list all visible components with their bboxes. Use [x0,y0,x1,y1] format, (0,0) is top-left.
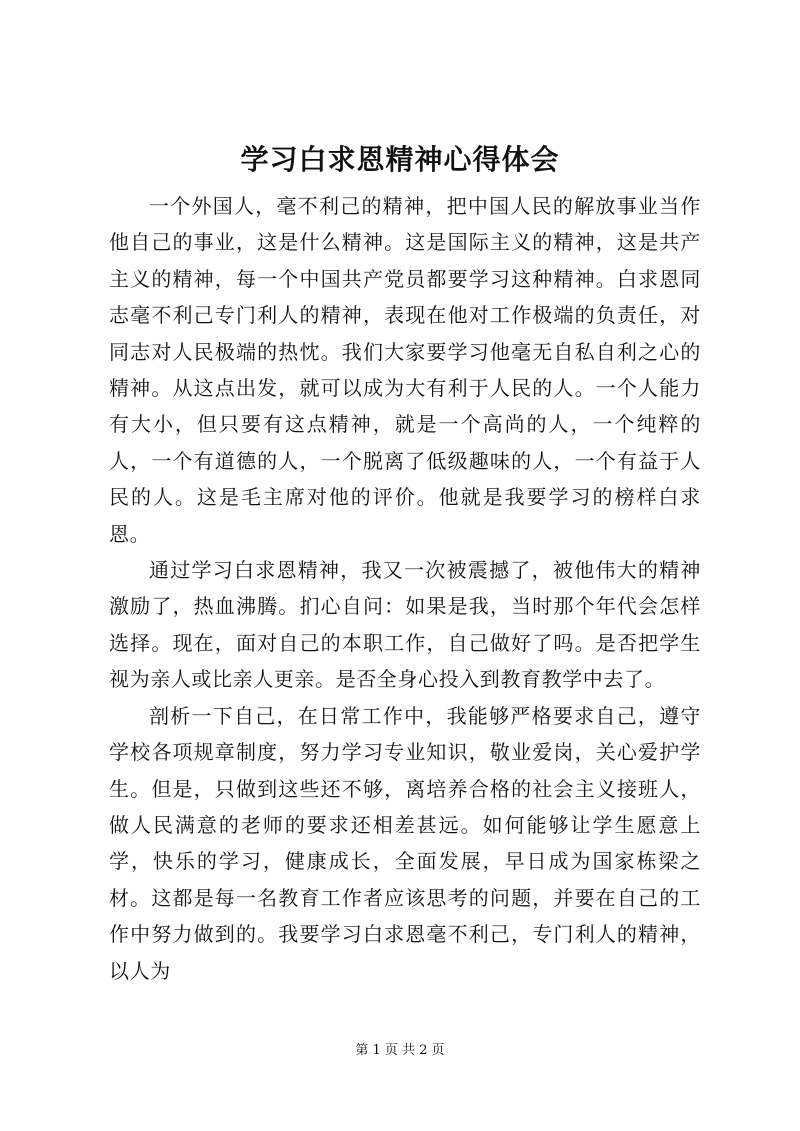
document-title: 学习白求恩精神心得体会 [240,143,560,176]
document-body [109,188,701,989]
paragraph-1: 一个外国人，毫不利己的精神，把中国人民的解放事业当作他自己的事业，这是什么精神。这是国际主义的精神，这是共产主义的精神，每一个中国共产党员都要学习这种精神。白求恩同志毫不利己专门利人的精神，表现在他对工作极端的负责任，对同志对人民极端的热忱。我们大家要学习他毫无自私自利之心的精神。从这点出发，就可以成为大有利于人民的人。一个人能力有大小，但只要有这点精神，就是一个高尚的人，一个纯粹的人，一个有道德的人，一个脱离了低级趣味的人，一个有益于人民的人。这是毛主席对他的评价。他就是我要学习的榜样白求恩。 [109,194,701,546]
paragraph-3: 剖析一下自己，在日常工作中，我能够严格要求自己，遵守学校各项规章制度，努力学习专业知识，敬业爱岗，关心爱护学生。但是，只做到这些还不够，离培养合格的社会主义接班人，做人民满意的老师的要求还相差甚远。如何能够让学生愿意上学，快乐的学习，健康成长，全面发展，早日成为国家栋梁之材。这都是每一名教育工作者应该思考的问题，并要在自己的工作中努力做到的。我要学习白求恩毫不利己，专门利人的精神，以人为 [109,703,701,983]
page-number-footer: 第 1 页 共 2 页 [355,1043,445,1058]
paragraph-2: 通过学习白求恩精神，我又一次被震撼了，被他伟大的精神激励了，热血沸腾。扪心自问：如果是我，当时那个年代会怎样选择。现在，面对自己的本职工作，自己做好了吗。是否把学生视为亲人或比亲人更亲。是否全身心投入到教育教学中去了。 [109,558,701,692]
